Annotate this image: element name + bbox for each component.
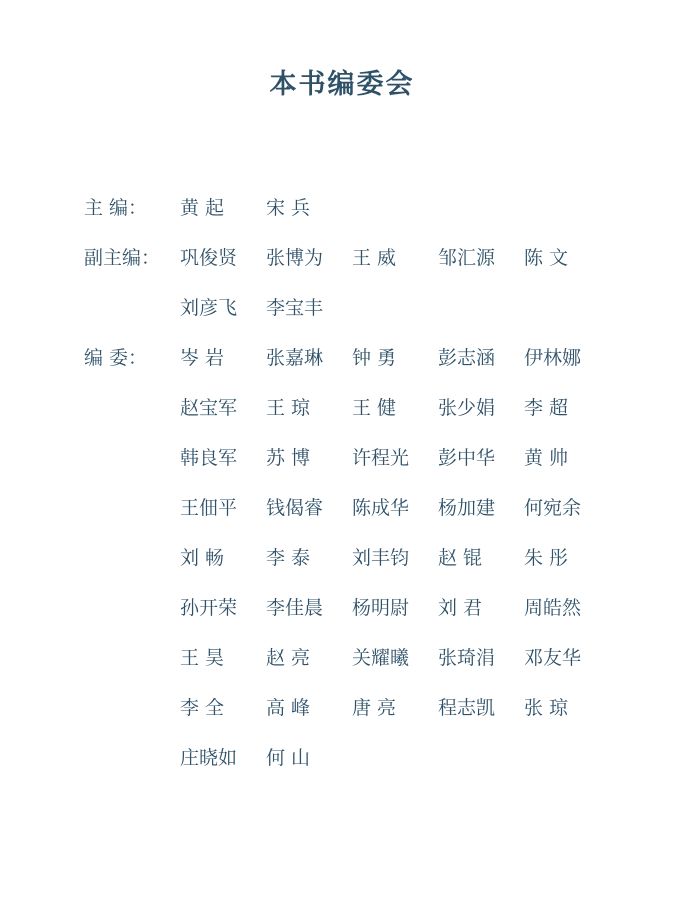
- editor-name: 孙开荣: [180, 597, 238, 619]
- editor-name: 黄 帅: [524, 447, 569, 469]
- editor-name: 黄 起: [180, 197, 225, 219]
- roster-row: [84, 193, 644, 243]
- name-group: [180, 393, 644, 420]
- editor-name: 李 全: [180, 697, 225, 719]
- editor-name: 唐 亮: [352, 697, 397, 719]
- editor-name: 杨明尉: [352, 597, 410, 619]
- editor-name: 张少娟: [438, 397, 496, 419]
- editor-name: 刘 君: [438, 597, 483, 619]
- roster-row: [84, 543, 644, 593]
- editor-name: 张博为: [266, 247, 324, 269]
- editor-name: 王 昊: [180, 647, 225, 669]
- editor-name: 伊林娜: [524, 347, 582, 369]
- editor-name: 李佳晨: [266, 597, 324, 619]
- editor-name: 许程光: [352, 447, 410, 469]
- editor-name: 何宛余: [524, 497, 582, 519]
- name-group: [180, 443, 644, 470]
- role-label-deputy-editor: 副主编：: [84, 247, 161, 269]
- editor-name: 张琦涓: [438, 647, 496, 669]
- editor-name: 陈 文: [524, 247, 569, 269]
- roster-row: [84, 243, 644, 293]
- name-group: [180, 593, 644, 620]
- editor-name: 钱偈睿: [266, 497, 324, 519]
- name-group: [180, 493, 644, 520]
- editor-name: 庄晓如: [180, 747, 238, 769]
- roster-row: [84, 693, 644, 743]
- editor-name: 朱 彤: [524, 547, 569, 569]
- roster-row: [84, 593, 644, 643]
- roster-row: [84, 393, 644, 443]
- document-page: [0, 62, 684, 897]
- roster-row: [84, 293, 644, 343]
- name-group: [180, 693, 644, 720]
- name-group: [180, 543, 644, 570]
- editor-name: 刘彦飞: [180, 297, 238, 319]
- editor-name: 杨加建: [438, 497, 496, 519]
- editor-name: 刘丰钧: [352, 547, 410, 569]
- editor-name: 彭志涵: [438, 347, 496, 369]
- page-title: 本书编委会: [269, 69, 415, 100]
- editor-name: 陈成华: [352, 497, 410, 519]
- editor-name: 何 山: [266, 747, 311, 769]
- name-group: [180, 743, 644, 770]
- editor-name: 岑 岩: [180, 347, 225, 369]
- editor-name: 高 峰: [266, 697, 311, 719]
- name-group: [180, 643, 644, 670]
- editor-name: 李 超: [524, 397, 569, 419]
- editor-name: 邹汇源: [438, 247, 496, 269]
- editor-name: 关耀曦: [352, 647, 410, 669]
- name-group: [180, 343, 644, 370]
- editor-name: 赵宝军: [180, 397, 238, 419]
- editor-name: 张 琼: [524, 697, 569, 719]
- name-group: [180, 243, 644, 270]
- editor-name: 彭中华: [438, 447, 496, 469]
- editor-name: 邓友华: [524, 647, 582, 669]
- editor-name: 周皓然: [524, 597, 582, 619]
- editor-name: 程志凯: [438, 697, 496, 719]
- editor-name: 王 琼: [266, 397, 311, 419]
- role-label-chief-editor: 主 编：: [84, 197, 148, 219]
- editor-name: 赵 亮: [266, 647, 311, 669]
- editor-name: 张嘉琳: [266, 347, 324, 369]
- roster-row: [84, 443, 644, 493]
- editor-name: 王 健: [352, 397, 397, 419]
- editor-name: 李宝丰: [266, 297, 324, 319]
- roster-row: [84, 643, 644, 693]
- editor-name: 王 威: [352, 247, 397, 269]
- roster-row: [84, 493, 644, 543]
- roster-row: [84, 343, 644, 393]
- role-label-board-member: 编 委：: [84, 347, 148, 369]
- editor-name: 李 泰: [266, 547, 311, 569]
- editor-name: 韩良军: [180, 447, 238, 469]
- editor-name: 王佃平: [180, 497, 238, 519]
- roster-row: [84, 743, 644, 793]
- editor-name: 苏 博: [266, 447, 311, 469]
- editor-name: 宋 兵: [266, 197, 311, 219]
- name-group: [180, 293, 644, 320]
- editor-name: 钟 勇: [352, 347, 397, 369]
- editor-name: 刘 畅: [180, 547, 225, 569]
- editor-name: 巩俊贤: [180, 247, 238, 269]
- editorial-board-roster: [0, 193, 684, 793]
- name-group: [180, 193, 644, 220]
- editor-name: 赵 锟: [438, 547, 483, 569]
